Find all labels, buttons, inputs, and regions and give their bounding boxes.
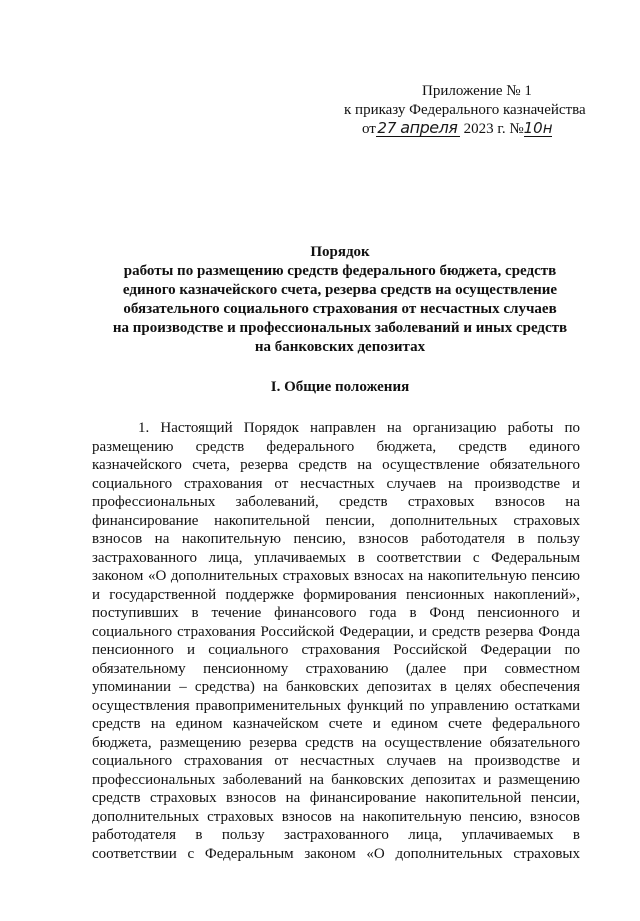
paragraph-line: размещению средств федерального бюджета, средств единого <box>92 438 580 455</box>
paragraph-line: застрахованного лица, уплачиваемых в соответствии с Федеральным <box>92 549 580 566</box>
paragraph-line: бюджета, размещению резерва средств на осуществление обязательного <box>92 734 580 751</box>
from-label: от <box>362 121 376 137</box>
title-line: обязательного социального страхования от несчастных случаев <box>123 301 557 317</box>
appendix-number: Приложение № 1 <box>422 83 532 99</box>
paragraph-line: профессиональных заболеваний, средств страховых взносов на <box>92 494 580 510</box>
document-title <box>60 243 620 357</box>
title-line: на банковских депозитах <box>254 339 426 355</box>
title-line: единого казначейского счета, резерва средств на осуществление <box>122 282 558 298</box>
paragraph-line: 1. Настоящий Порядок направлен на организацию работы по <box>138 420 580 436</box>
paragraph-line: осуществления правоприменительных функций по управлению остатками <box>92 697 580 714</box>
paragraph-line: и государственной поддержке формирования пенсионных накоплений», <box>92 586 580 603</box>
paragraph-line: упоминании – средства) на банковских депозитах в целях обеспечения <box>92 679 580 695</box>
handwritten-order-number: 10н <box>523 119 553 137</box>
paragraph-line: социального страхования Российской Федерации, и средств резерва Фонда <box>92 623 580 640</box>
handwritten-month: апреля <box>398 120 460 137</box>
appendix-header <box>330 82 610 139</box>
appendix-order-date <box>330 120 610 139</box>
title-heading: Порядок <box>310 244 370 260</box>
paragraph-line: казначейского счета, резерва средств на осуществление обязательного <box>92 457 580 473</box>
paragraph-line: социального страхования от несчастных случаев на производстве и <box>92 753 580 769</box>
paragraph-line: взносов на накопительную пенсию, взносов работодателя в пользу <box>92 531 580 547</box>
title-line: работы по размещению средств федерального бюджета, средств <box>123 263 557 279</box>
paragraph-line: работодателя в пользу застрахованного лица, уплачиваемых в <box>92 827 580 843</box>
paragraph-line: профессиональных заболеваний на банковских депозитах и размещению <box>92 771 580 788</box>
paragraph-line: социального страхования от несчастных случаев на производстве и <box>92 475 580 492</box>
year-and-number-label: 2023 г. № <box>463 121 524 137</box>
paragraph-line: дополнительных страховых взносов на накопительную пенсию, взносов <box>92 808 580 825</box>
section-heading: I. Общие положения <box>270 379 410 395</box>
paragraph-line: средств на едином казначейском счете и едином счете федерального <box>92 716 580 732</box>
paragraph-line: финансирование накопительной пенсии, дополнительных страховых <box>92 512 580 529</box>
paragraph-line: поступивших в течение финансового года в Фонд пенсионного и <box>92 605 580 621</box>
paragraph-line: законом «О дополнительных страховых взносах на накопительную пенсию <box>92 568 580 584</box>
title-line: на производстве и профессиональных заболеваний и иных средств <box>112 320 568 336</box>
paragraph-line: пенсионного и социального страхования Российской Федерации по <box>92 642 580 658</box>
paragraph-line: средств страховых взносов на финансирование накопительной пенсии, <box>92 790 580 806</box>
paragraph-line: обязательному пенсионному страхованию (далее при совместном <box>92 660 580 677</box>
paragraph-1 <box>92 419 580 863</box>
handwritten-day: 27 <box>377 119 397 137</box>
paragraph-line: соответствии с Федеральным законом «О дополнительных страховых <box>92 845 580 862</box>
appendix-order-ref: к приказу Федерального казначейства <box>344 102 586 118</box>
